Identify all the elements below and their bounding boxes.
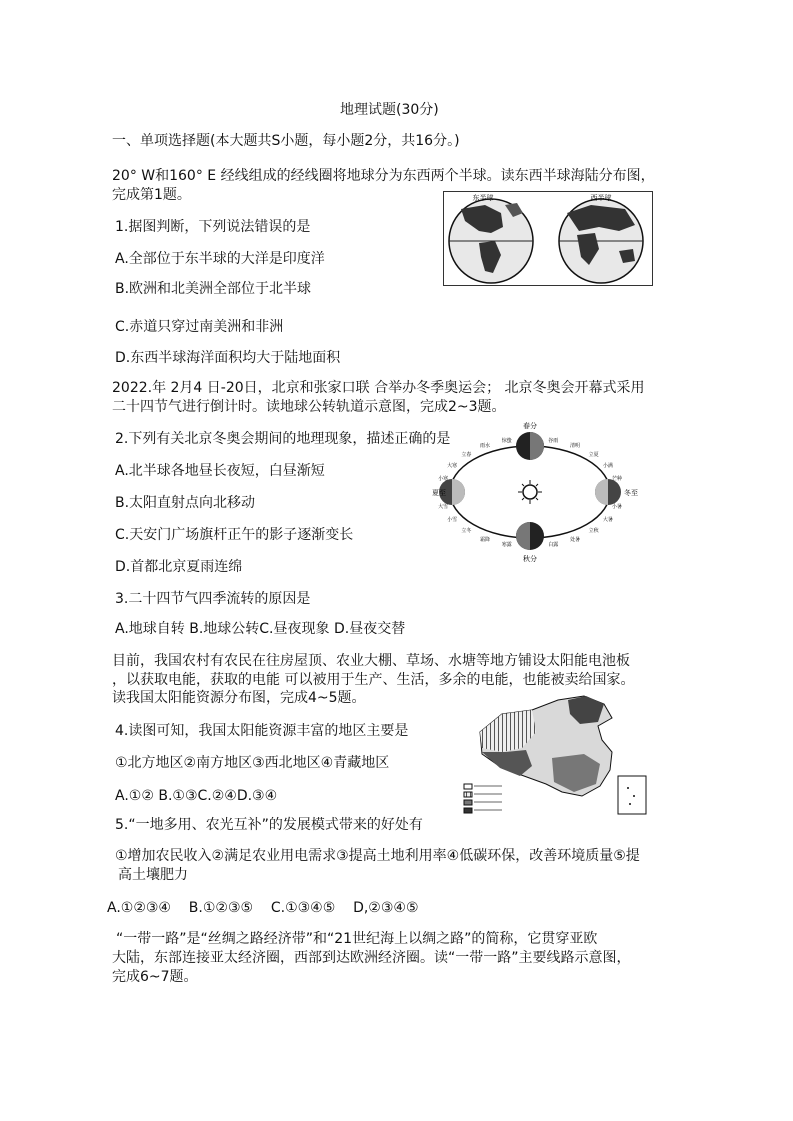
- option-a: A.北半球各地昼长夜短，白昼渐短: [115, 463, 325, 479]
- spring-equinox-label: 春分: [523, 422, 537, 430]
- map-legend: [464, 784, 502, 813]
- solar-term-label: 大雪: [438, 504, 449, 510]
- solar-term-label: 惊蛰: [501, 437, 512, 444]
- options-line: A.①②③④ B.①②③⑤ C.①③④⑤ D,②③④⑤: [107, 900, 419, 916]
- option-b: B.太阳直射点向北移动: [115, 495, 256, 511]
- option-c: C.赤道只穿过南美洲和非洲: [115, 319, 284, 335]
- intro-line: 二十四节气进行倒计时。读地球公转轨道示意图，完成2~3题。: [112, 399, 506, 415]
- solar-term-label: 立秋: [588, 528, 599, 535]
- solar-term-label: 小寒: [438, 476, 449, 482]
- solar-term-label: 立冬: [461, 528, 472, 535]
- option-c: C.天安门广场旗杆正午的影子逐渐变长: [115, 527, 354, 543]
- options-line: A.地球自转 B.地球公转C.昼夜现象 D.昼夜交替: [115, 621, 406, 637]
- intro-line: 大陆，东部连接亚太经济圈，西部到达欧洲经济圈。读“一带一路”主要线路示意图，: [112, 950, 631, 966]
- summer-solstice-label: 夏至: [432, 489, 446, 497]
- solar-term-label: 大暑: [602, 517, 613, 523]
- option-a: A.全部位于东半球的大洋是印度洋: [115, 251, 325, 267]
- intro-line: “一带一路”是“丝绸之路经济带”和“21世纪海上以绸之路”的简称，它贯穿亚欧: [116, 931, 598, 947]
- solar-term-label: 处暑: [569, 536, 581, 543]
- items-line: 高土壤肥力: [118, 867, 188, 883]
- intro-line: 完成6~7题。: [112, 969, 198, 985]
- question-stem: 4.读图可知，我国太阳能资源丰富的地区主要是: [115, 723, 409, 739]
- question-stem: 5.“一地多用、农光互补”的发展模式带来的好处有: [115, 817, 423, 833]
- solar-term-label: 谷雨: [548, 437, 559, 444]
- china-solar-map-figure: [462, 692, 652, 820]
- options-line: A.①② B.①③C.②④D.③④: [115, 788, 278, 804]
- solar-term-label: 清明: [569, 443, 581, 450]
- hemisphere-map-figure: [443, 191, 653, 286]
- intro-line: 2022.年 2月4 日-20日，北京和张家口联 合举办冬季奥运会； 北京冬奥会开幕式采用: [112, 380, 645, 396]
- earth-winter-icon: [595, 479, 621, 505]
- intro-line: 20° W和160° E 经线组成的经线圈将地球分为东西两个半球。读东西半球海陆分布图，: [112, 168, 655, 184]
- question-stem: 3.二十四节气四季流转的原因是: [115, 591, 311, 607]
- page-title: 地理试题(30分): [340, 102, 439, 118]
- solar-term-label: 立夏: [588, 451, 599, 458]
- sun-icon: [518, 480, 542, 504]
- solar-term-label: 霜降: [479, 536, 491, 543]
- question-stem: 2.下列有关北京冬奥会期间的地理现象，描述正确的是: [115, 431, 451, 447]
- items-line: ①增加农民收入②满足农业用电需求③提高土地利用率④低碳环保，改善环境质量⑤提: [115, 848, 640, 864]
- solar-term-label: 小雪: [447, 517, 458, 523]
- question-stem: 1.据图判断，下列说法错误的是: [115, 219, 311, 235]
- intro-line: 读我国太阳能资源分布图，完成4~5题。: [112, 690, 366, 706]
- intro-line: ，以获取电能，获取的电能 可以被用于生产、生活，多余的电能，也能被卖给国家。: [112, 672, 635, 688]
- option-d: D.东西半球海洋面积均大于陆地面积: [115, 350, 341, 366]
- tibet-region: [482, 750, 532, 776]
- section-heading: 一、单项选择题(本大题共S小题，每小题2分，共16分。): [112, 133, 460, 149]
- solar-term-label: 芒种: [611, 476, 622, 482]
- solar-term-label: 雨水: [479, 443, 491, 450]
- solar-term-label: 小满: [602, 463, 613, 469]
- earth-autumn-icon: [516, 522, 544, 550]
- option-d: D.首都北京夏雨连绵: [115, 559, 243, 575]
- orbit-diagram-figure: [432, 422, 650, 563]
- intro-line: 目前，我国农村有农民在往房屋顶、农业大棚、草场、水塘等地方铺设太阳能电池板: [112, 653, 630, 669]
- intro-line: 完成第1题。: [112, 187, 191, 203]
- east-globe-graphic: [559, 199, 643, 283]
- option-b: B.欧洲和北美洲全部位于北半球: [115, 281, 312, 297]
- solar-term-label: 立春: [461, 451, 472, 458]
- east-hemisphere-label: 西半球: [590, 194, 612, 202]
- solar-term-label: 小暑: [611, 504, 622, 510]
- items-line: ①北方地区②南方地区③西北地区④青藏地区: [115, 755, 390, 771]
- earth-spring-icon: [516, 432, 544, 460]
- solar-term-label: 白露: [548, 542, 559, 549]
- west-globe-graphic: [449, 199, 533, 283]
- west-hemisphere-label: 东半球: [472, 194, 494, 202]
- winter-solstice-label: 冬至: [624, 489, 638, 497]
- solar-term-label: 大寒: [447, 463, 458, 469]
- solar-term-label: 寒露: [501, 542, 512, 549]
- south-sea-inset: [618, 776, 646, 814]
- autumn-equinox-label: 秋分: [523, 555, 537, 563]
